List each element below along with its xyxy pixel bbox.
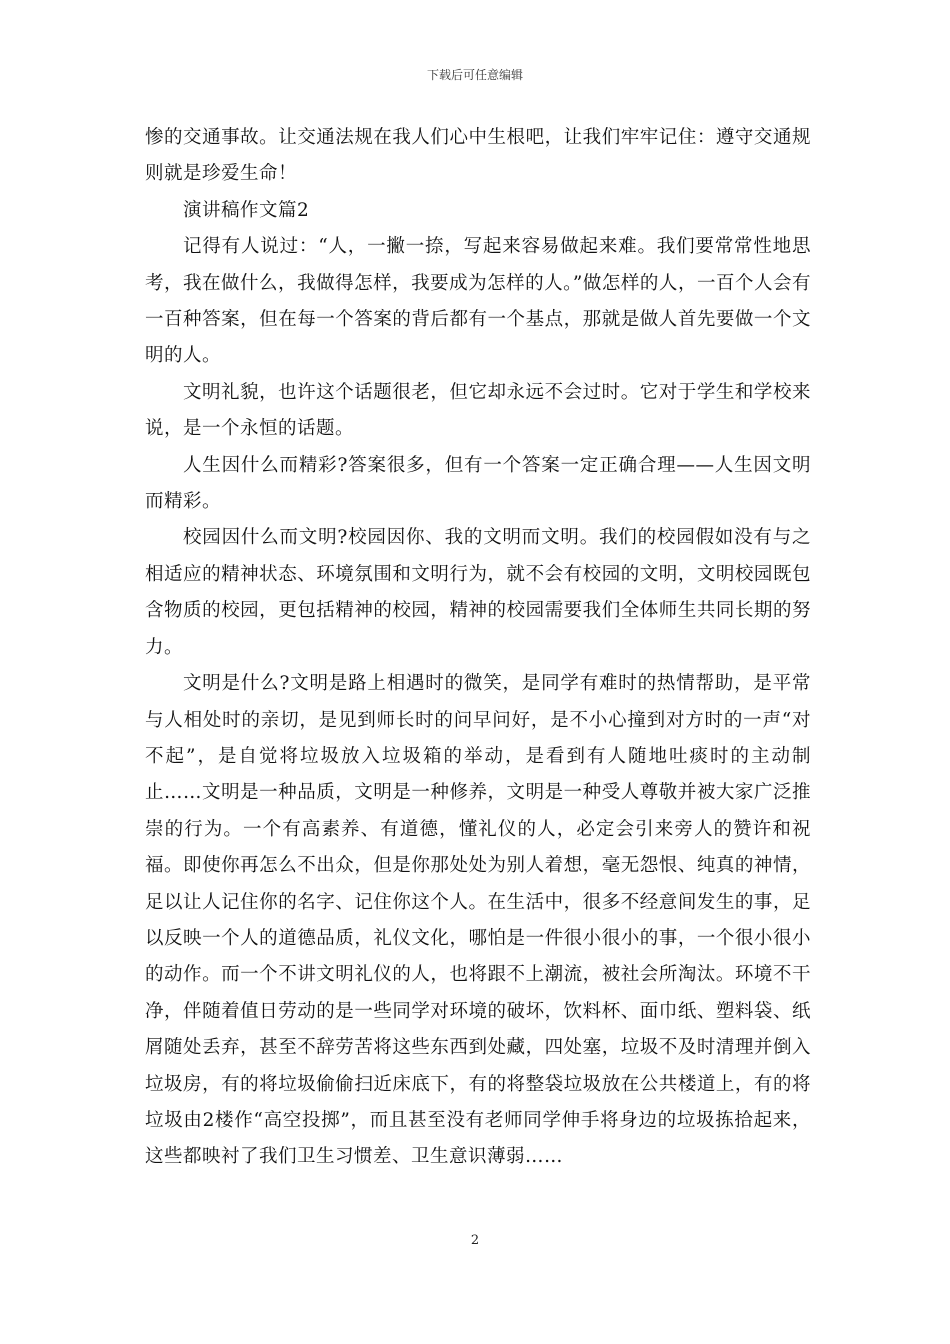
page-number: 2 (470, 1233, 480, 1248)
paragraph: 惨的交通事故。让交通法规在我人们心中生根吧，让我们牢牢记住：遵守交通规则就是珍爱生命！ (145, 127, 811, 185)
page-header: 下载后可任意编辑 (426, 68, 523, 82)
paragraph: 文明礼貌，也许这个话题很老，但它却永远不会过时。它对于学生和学校来说，是一个永恒的话题。 (145, 381, 811, 440)
section-title: 演讲稿作文篇2 (183, 199, 310, 221)
paragraph: 记得有人说过：“人，一撇一捺，写起来容易做起来难。我们要常常性地思考，我在做什么，我做得怎样，我要成为怎样的人。”做怎样的人，一百个人会有一百种答案，但在每一个答案的背后都有一个基点，那就是做人首先要做一个文明的人。 (145, 236, 811, 367)
paragraph: 人生因什么而精彩?答案很多，但有一个答案一定正确合理——人生因文明而精彩。 (145, 454, 811, 513)
paragraph: 校园因什么而文明?校园因你、我的文明而文明。我们的校园假如没有与之相适应的精神状态、环境氛围和文明行为，就不会有校园的文明，文明校园既包含物质的校园，更包括精神的校园，精神的校园需要我们全体师生共同长期的努力。 (145, 527, 811, 658)
paragraph: 文明是什么?文明是路上相遇时的微笑，是同学有难时的热情帮助，是平常与人相处时的亲切，是见到师长时的问早问好，是不小心撞到对方时的一声“对不起”，是自觉将垃圾放入垃圾箱的举动，是看到有人随地吐痰时的主动制止……文明是一种品质，文明是一种修养，文明是一种受人尊敬并被大家广泛推崇的行为。一个有高素养、有道德，懂礼仪的人，必定会引来旁人的赞许和祝福。即使你再怎么不出众，但是你那处处为别人着想，毫无怨恨、纯真的神情，足以让人记住你的名字、记住你这个人。在生活中，很多不经意间发生的事，足以反映一个人的道德品质，礼仪文化，哪怕是一件很小很小的事，一个很小很小的动作。而一个不讲文明礼仪的人，也将跟不上潮流，被社会所淘汰。环境不干净，伴随着值日劳动的是一些同学对环境的破坏，饮料杯、面巾纸、塑料袋、纸屑随处丢弃，甚至不辞劳苦将这些东西到处藏，四处塞，垃圾不及时清理并倒入垃圾房，有的将垃圾偷偷扫近床底下，有的将整袋垃圾放在公共楼道上，有的将垃圾由2楼作“高空投掷”，而且甚至没有老师同学伸手将身边的垃圾拣拾起来，这些都映衬了我们卫生习惯差、卫生意识薄弱…… (145, 673, 811, 1168)
document-body (145, 120, 811, 1176)
